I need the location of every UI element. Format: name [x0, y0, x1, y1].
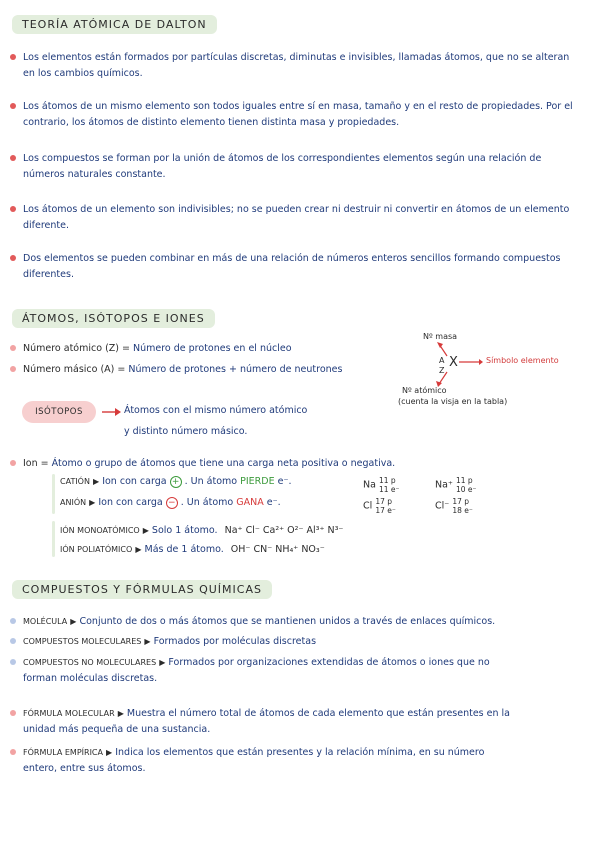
list-item-ion: [10, 456, 575, 472]
bullet-dot: [10, 54, 16, 60]
polyatomic-text: Más de 1 átomo.: [144, 544, 224, 555]
definition-text: Muestra el número total de átomos de cada elemento que están presentes en la: [126, 708, 510, 719]
bullet-dot: [10, 255, 16, 261]
definition-line: [23, 341, 292, 357]
triangle-right-icon: ▶: [106, 748, 113, 757]
polyatomic-row: [60, 543, 325, 557]
bullet-dot: [10, 460, 16, 466]
definition-text: Número de protones en el núcleo: [133, 343, 292, 354]
triangle-right-icon: ▶: [159, 658, 166, 667]
bullet-dot: [10, 618, 16, 624]
triangle-right-icon: ▶: [70, 617, 77, 626]
bullet-dot: [10, 366, 16, 372]
definition-text: Formados por organizaciones extendidas de átomos o iones que no: [168, 657, 490, 668]
term-label: COMPUESTOS MOLECULARES: [23, 637, 142, 646]
anion-text-a: Ion con carga: [98, 497, 163, 508]
group-bar: [52, 521, 55, 557]
plus-circle-icon: +: [170, 476, 182, 488]
list-item-text: Los átomos de un elemento son indivisibles; no se pueden crear ni destruir ni convertir en átomos de un elemento diferente.: [23, 204, 570, 231]
list-item-text: Los elementos están formados por partículas discretas, diminutas e invisibles, llamadas átomos, que no se alteran en los cambios químicos.: [23, 52, 570, 79]
definition-line: [23, 634, 316, 650]
term-label: Número atómico (Z) =: [23, 343, 130, 354]
electrons-count: 10 e⁻: [455, 485, 477, 494]
example-counts: [379, 476, 400, 494]
electrons-count: 18 e⁻: [452, 506, 473, 515]
bullet-dot: [10, 103, 16, 109]
anion-text-c: e⁻.: [266, 497, 281, 508]
protons-count: 11 p: [455, 476, 473, 485]
mass-number-symbol: A: [439, 356, 445, 365]
bullet-dot: [10, 749, 16, 755]
monoatomic-text: Solo 1 átomo.: [151, 525, 218, 536]
list-item-numero-masico: [10, 362, 390, 378]
cation-verb: PIERDE: [240, 476, 275, 487]
anion-label: ANIÓN: [60, 498, 87, 507]
section-heading-compuestos: COMPUESTOS Y FÓRMULAS QUÍMICAS: [12, 580, 272, 599]
bullet-dot: [10, 155, 16, 161]
minus-circle-icon: −: [166, 497, 178, 509]
atomic-number-label: Nº atómico: [402, 386, 447, 395]
definition-text: Átomo o grupo de átomos que tiene una carga neta positiva o negativa.: [51, 458, 396, 469]
example-symbol: Cl: [363, 500, 373, 512]
list-item: [10, 202, 575, 234]
protons-count: 17 p: [375, 497, 393, 506]
list-item-compuestos-moleculares: [10, 634, 575, 650]
list-item: [10, 50, 575, 82]
definition-text: Conjunto de dos o más átomos que se mantienen unidos a través de enlaces químicos.: [79, 616, 496, 627]
list-item-molecula: [10, 614, 575, 630]
isotopos-definition-line2: y distinto número másico.: [124, 426, 248, 437]
definition-text: Indica los elementos que están presentes y la relación mínima, en su número: [115, 747, 485, 758]
section-heading-dalton: TEORÍA ATÓMICA DE DALTON: [12, 15, 217, 34]
definition-text-cont: forman moléculas discretas.: [23, 673, 158, 684]
cation-label: CATIÓN: [60, 477, 90, 486]
protons-count: 11 p: [378, 476, 396, 485]
cation-text-a: Ion con carga: [102, 476, 167, 487]
example-counts: [375, 497, 396, 515]
list-item-text: Los átomos de un mismo elemento son todos iguales entre sí en masa, tamaño y en el resto de propiedades. Por el contrario, los átomos de distinto elemento tienen distinta masa y propiedades.: [23, 101, 573, 128]
list-item-formula-empirica: [10, 745, 575, 777]
list-item-compuestos-no-moleculares: [10, 655, 575, 687]
isotopos-badge: ISÓTOPOS: [22, 401, 96, 423]
example-counts: [452, 497, 473, 515]
arrow-right-icon: [101, 405, 123, 419]
term-label: Ion =: [23, 458, 49, 469]
atomic-number-note: (cuenta la visja en la tabla): [398, 397, 508, 406]
protons-count: 17 p: [452, 497, 470, 506]
anion-example-2: [435, 497, 473, 515]
term-label: Número másico (A) =: [23, 364, 126, 375]
triangle-right-icon: ▶: [117, 709, 124, 718]
term-label: FÓRMULA MOLECULAR: [23, 709, 115, 718]
definition-text: Número de protones + número de neutrones: [128, 364, 343, 375]
definition-line: [23, 745, 484, 777]
triangle-right-icon: ▶: [135, 545, 142, 554]
bullet-dot: [10, 206, 16, 212]
cation-text-c: e⁻.: [277, 476, 292, 487]
atomic-number-symbol: Z: [439, 366, 445, 375]
anion-text-b: . Un átomo: [180, 497, 234, 508]
element-symbol: X: [449, 355, 458, 370]
symbol-label: Símbolo elemento: [486, 356, 559, 365]
anion-row: [60, 496, 281, 510]
bullet-dot: [10, 638, 16, 644]
term-label: FÓRMULA EMPÍRICA: [23, 748, 103, 757]
triangle-right-icon: ▶: [93, 477, 100, 486]
bullet-dot: [10, 659, 16, 665]
isotopos-definition-line1: Átomos con el mismo número atómico: [124, 405, 308, 416]
triangle-right-icon: ▶: [142, 526, 149, 535]
bullet-dot: [10, 345, 16, 351]
cation-example-2: [435, 476, 477, 494]
list-item-text: Dos elementos se pueden combinar en más de una relación de números enteros sencillos formando compuestos diferentes.: [23, 253, 561, 280]
list-item: [10, 151, 575, 183]
definition-line: [23, 655, 490, 687]
list-item: [10, 99, 575, 131]
anion-verb: GANA: [236, 497, 264, 508]
term-label: COMPUESTOS NO MOLECULARES: [23, 658, 157, 667]
term-label: MOLÉCULA: [23, 617, 68, 626]
list-item-formula-molecular: [10, 706, 575, 738]
example-symbol: Cl⁻: [435, 500, 450, 512]
example-symbol: Na: [363, 479, 376, 491]
group-bar: [52, 474, 55, 514]
definition-text: Formados por moléculas discretas: [153, 636, 317, 647]
monoatomic-label: IÓN MONOATÓMICO: [60, 526, 140, 535]
triangle-right-icon: ▶: [144, 637, 151, 646]
definition-line: [23, 362, 342, 378]
cation-text-b: . Un átomo: [184, 476, 238, 487]
triangle-right-icon: ▶: [89, 498, 96, 507]
list-item: [10, 251, 575, 283]
section-heading-atomos: ÁTOMOS, ISÓTOPOS E IONES: [12, 309, 215, 328]
monoatomic-row: [60, 524, 343, 538]
polyatomic-label: IÓN POLIATÓMICO: [60, 545, 133, 554]
example-counts: [456, 476, 477, 494]
definition-line: [23, 706, 510, 738]
definition-line: [23, 614, 495, 630]
polyatomic-examples: OH⁻ CN⁻ NH₄⁺ NO₃⁻: [230, 544, 325, 555]
notation-arrows: [425, 338, 575, 398]
electrons-count: 11 e⁻: [378, 485, 400, 494]
cation-example-1: [363, 476, 399, 494]
anion-example-1: [363, 497, 396, 515]
example-symbol: Na⁺: [435, 479, 453, 491]
list-item-text: Los compuestos se forman por la unión de átomos de los correspondientes elementos según una relación de números naturales constante.: [23, 153, 542, 180]
cation-row: [60, 475, 292, 489]
electrons-count: 17 e⁻: [375, 506, 396, 515]
definition-text-cont: entero, entre sus átomos.: [23, 763, 146, 774]
definition-line: [23, 456, 395, 472]
bullet-dot: [10, 710, 16, 716]
monoatomic-examples: Na⁺ Cl⁻ Ca²⁺ O²⁻ Al³⁺ N³⁻: [224, 525, 344, 536]
definition-text-cont: unidad más pequeña de una sustancia.: [23, 724, 211, 735]
mass-number-label: Nº masa: [423, 332, 458, 341]
list-item-numero-atomico: [10, 341, 390, 357]
